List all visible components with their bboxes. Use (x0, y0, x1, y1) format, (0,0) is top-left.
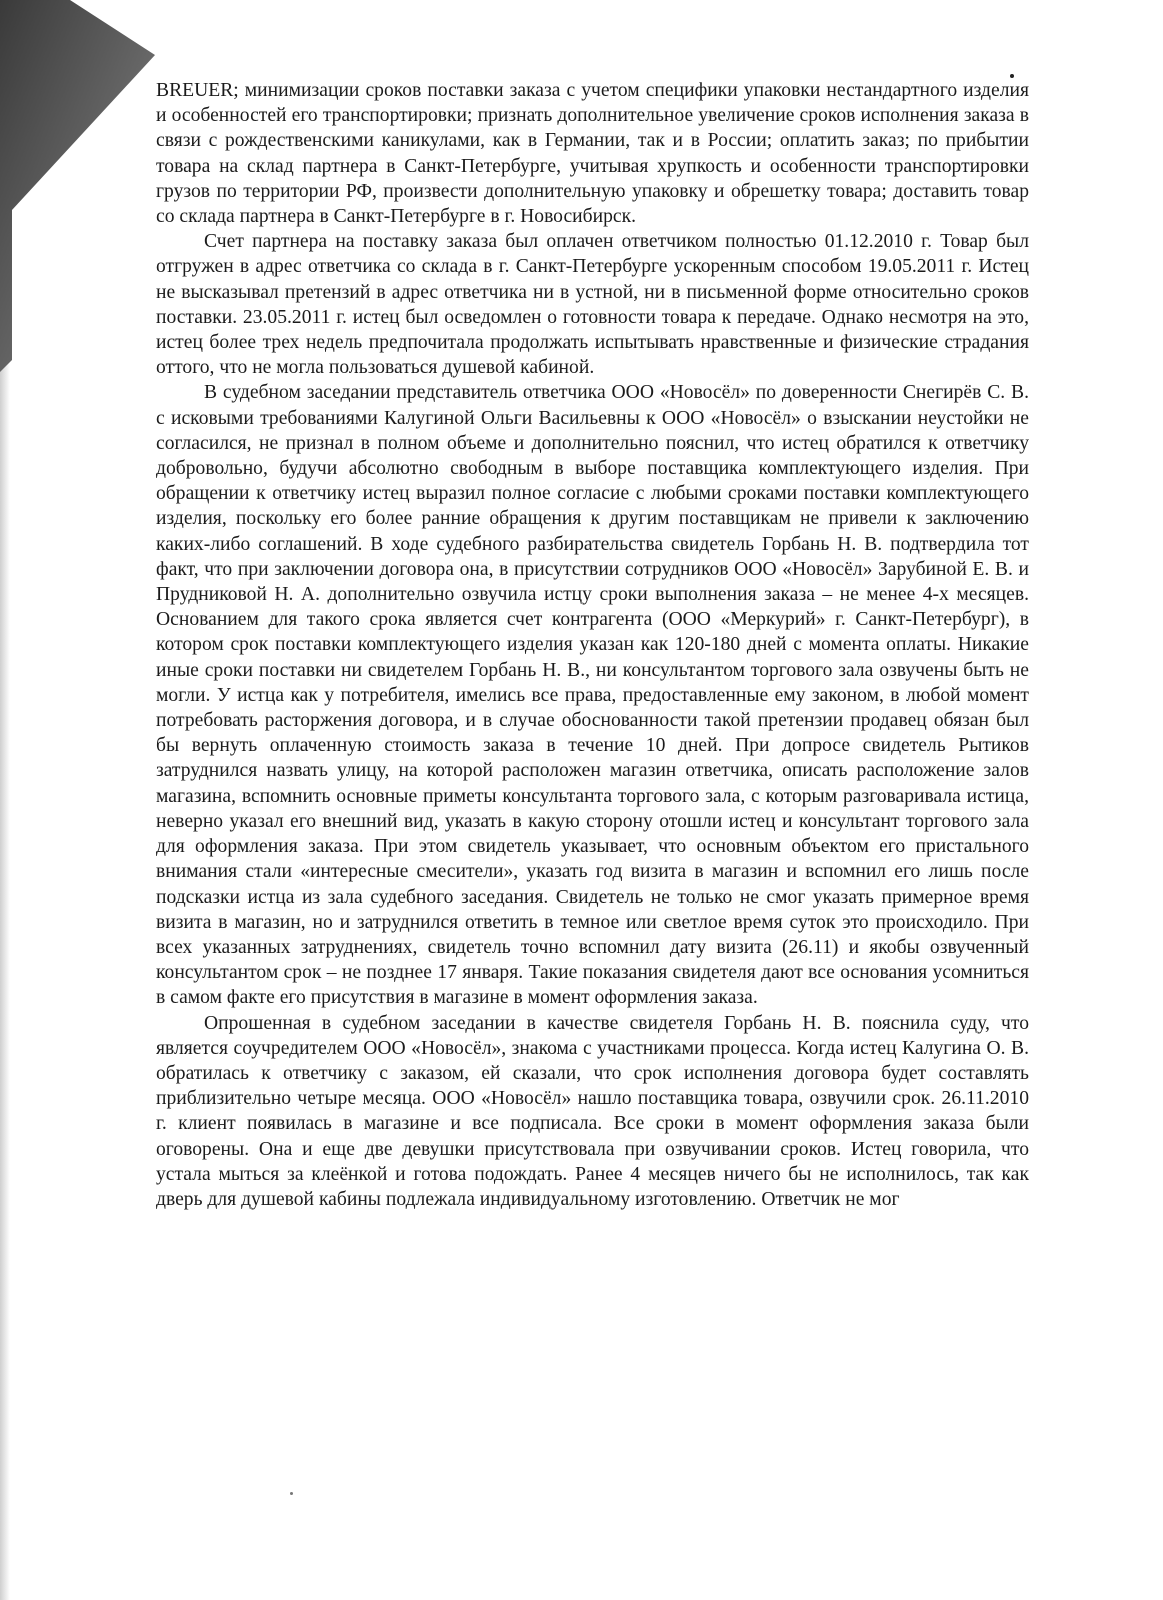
paragraph-1: BREUER; минимизации сроков поставки заказа с учетом специфики упаковки нестандартного изделия и особенностей его транспортировки; признать дополнительное увеличение сроков исполнения заказа в связи с рождественскими каникулами, как в Германии, так и в России; оплатить заказ; по прибытии товара на склад партнера в Санкт-Петербурге, учитывая хрупкость и особенности транспортировки грузов по территории РФ, произвести дополнительную упаковку и обрешетку товара; доставить товар со склада партнера в Санкт-Петербурге в г. Новосибирск. (156, 80, 1029, 228)
paragraph-4: Опрошенная в судебном заседании в качестве свидетеля Горбань Н. В. пояснила суду, что является соучредителем ООО «Новосёл», знакома с участниками процесса. Когда истец Калугина О. В. обратилась к ответчику с заказом, ей сказали, что срок исполнения договора будет составлять приблизительно четыре месяца. ООО «Новосёл» нашло поставщика товара, озвучили срок. 26.11.2010 г. клиент появилась в магазине и все подписала. Все сроки в момент оформления заказа были оговорены. Она и еще две девушки присутствовала при озвучивании сроков. Истец говорила, что устала мыться за клеёнкой и готова подождать. Ранее 4 месяцев ничего бы не исполнилось, так как дверь для душевой кабины подлежала индивидуальному изготовлению. Ответчик не мог (156, 1012, 1029, 1210)
paragraph-2: Счет партнера на поставку заказа был оплачен ответчиком полностью 01.12.2010 г. Товар был отгружен в адрес ответчика со склада в г. Санкт-Петербурге ускоренным способом 19.05.2011 г. Истец не высказывал претензий в адрес ответчика ни в устной, ни в письменной форме относительно сроков поставки. 23.05.2011 г. истец был осведомлен о готовности товара к передаче. Однако несмотря на это, истец более трех недель предпочитала продолжать испытывать нравственные и физические страдания оттого, что не могла пользоваться душевой кабиной. (156, 231, 1029, 379)
document-body (156, 78, 1029, 1212)
paragraph-3: В судебном заседании представитель ответчика ООО «Новосёл» по доверенности Снегирёв С. В. с исковыми требованиями Калугиной Ольги Васильевны к ООО «Новосёл» о взыскании неустойки не согласился, не признал в полном объеме и дополнительно пояснил, что истец обратился к ответчику добровольно, будучи абсолютно свободным в выборе поставщика комплектующего изделия. При обращении к ответчику истец выразил полное согласие с любыми сроками поставки комплектующего изделия, поскольку его более ранние обращения к другим поставщикам не привели к заключению каких-либо соглашений. В ходе судебного разбирательства свидетель Горбань Н. В. подтвердила тот факт, что при заключении договора она, в присутствии сотрудников ООО «Новосёл» Зарубиной Е. В. и Прудниковой Н. А. дополнительно озвучила истцу сроки выполнения заказа – не менее 4-х месяцев. Основанием для такого срока является счет контрагента (ООО «Меркурий» г. Санкт-Петербург), в котором срок поставки комплектующего изделия указан как 120-180 дней с момента оплаты. Никакие иные сроки поставки ни свидетелем Горбань Н. В., ни консультантом торгового зала озвучены быть не могли. У истца как у потребителя, имелись все права, предоставленные ему законом, в любой момент потребовать расторжения договора, и в случае обоснованности такой претензии продавец обязан был бы вернуть оплаченную стоимость заказа в течение 10 дней. При допросе свидетель Рытиков затруднился назвать улицу, на которой расположен магазин ответчика, описать расположение залов магазина, вспомнить основные приметы консультанта торгового зала, с которым разговаривала истица, неверно указал его внешний вид, указать в какую сторону отошли истец и консультант торгового зала для оформления заказа. При этом свидетель указывает, что основным объектом его пристального внимания стали «интересные смесители», указать год визита в магазин и вспомнил его лишь после подсказки истца из зала судебного заседания. Свидетель не только не смог указать примерное время визита в магазин, но и затруднился ответить в темное или светлое время суток это происходило. При всех указанных затруднениях, свидетель точно вспомнил дату визита (26.11) и якобы озвученный консультантом срок – не позднее 17 января. Такие показания свидетеля дают все основания усомниться в самом факте его присутствия в магазине в момент оформления заказа. (156, 382, 1029, 1009)
stray-ink-mark (290, 1492, 293, 1495)
